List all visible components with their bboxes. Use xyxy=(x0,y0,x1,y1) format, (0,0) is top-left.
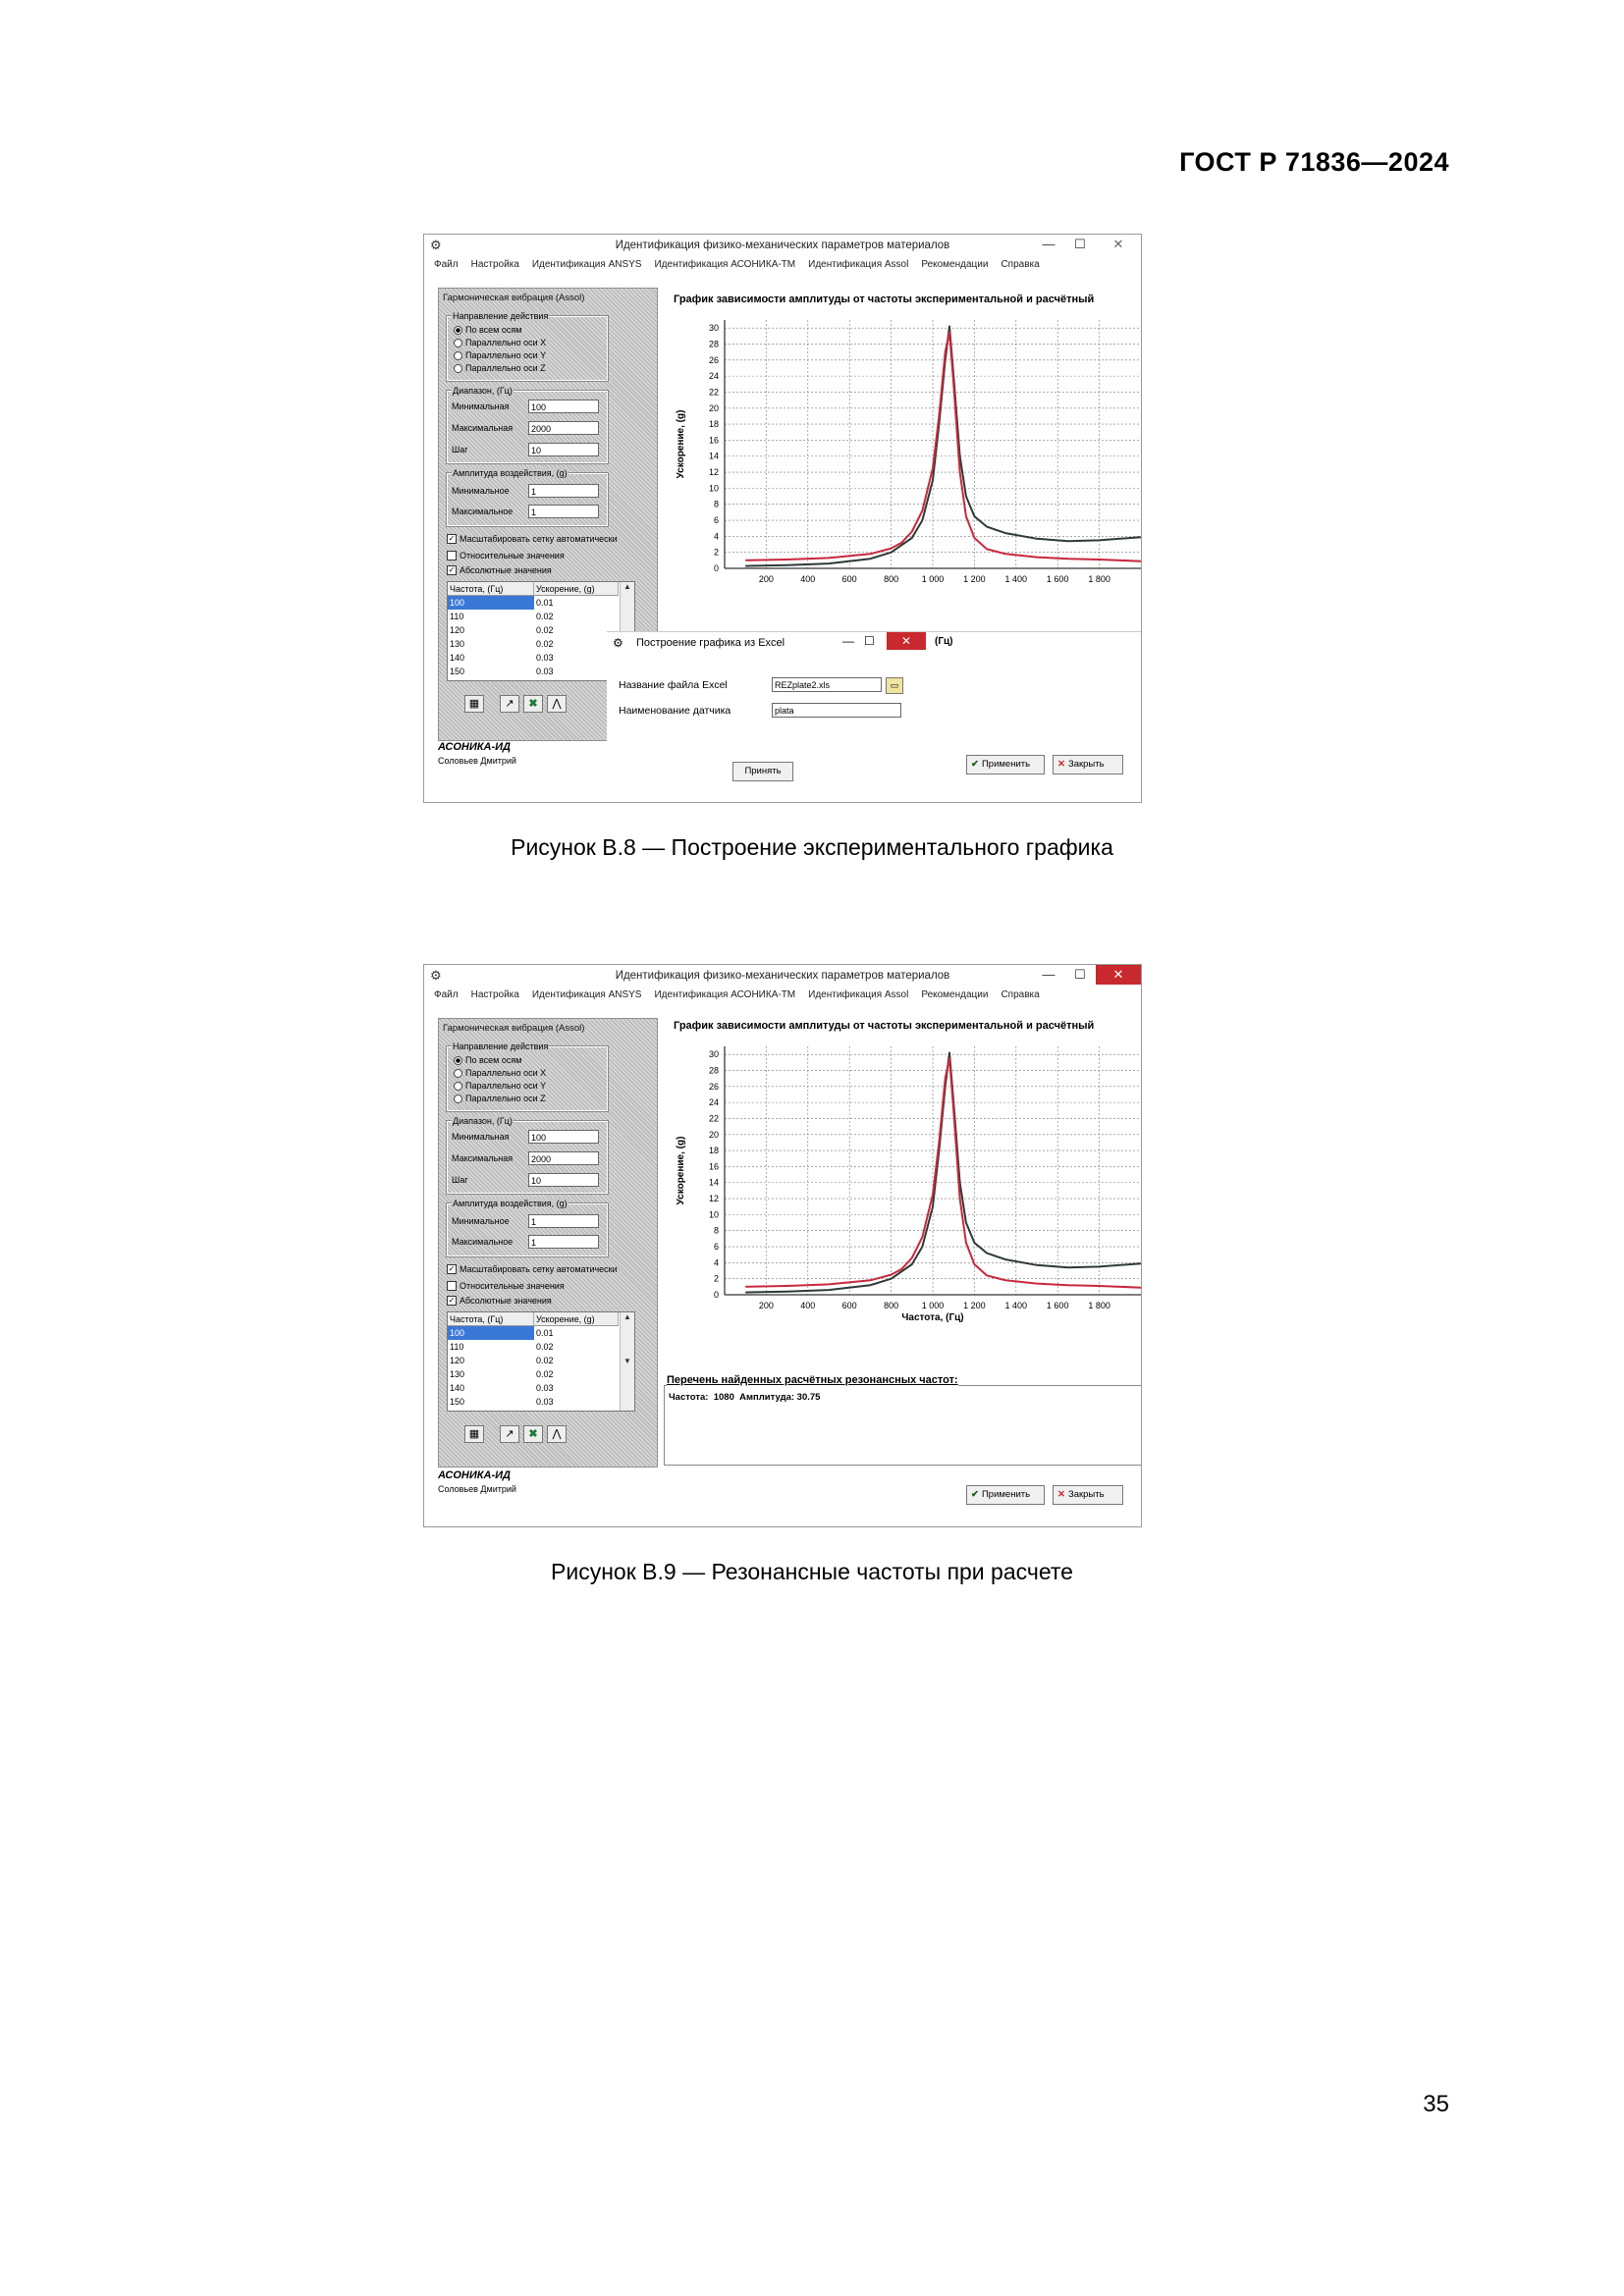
y-tick-label: 4 xyxy=(713,531,719,542)
series-line-1 xyxy=(745,327,1141,566)
calculator-icon[interactable]: ▦ xyxy=(464,695,484,713)
radio-axis-y[interactable]: Параллельно оси Y xyxy=(454,350,546,360)
table-row[interactable]: 140 0.03 xyxy=(450,1383,554,1393)
radio-icon xyxy=(454,1082,462,1091)
resonance-results-title: Перечень найденных расчётных резонансных частот: xyxy=(667,1374,958,1386)
menu-ident-assol[interactable]: Идентификация Assol xyxy=(808,259,909,270)
y-tick-label: 22 xyxy=(708,387,719,398)
y-tick-label: 8 xyxy=(713,499,719,509)
screenshot-figure-b8 xyxy=(423,234,1142,803)
resonance-results-panel xyxy=(664,1374,1142,1466)
range-max-label: Максимальная xyxy=(452,423,514,433)
brand-logo: АСОНИКА-ИД xyxy=(438,1469,511,1481)
y-tick-label: 26 xyxy=(708,1081,719,1092)
app-icon: ⚙ xyxy=(430,968,442,983)
checkmark-icon: ✔ xyxy=(971,759,979,770)
menu-ident-assol[interactable]: Идентификация Assol xyxy=(808,989,909,1000)
range-group xyxy=(447,386,608,463)
dialog-app-icon: ⚙ xyxy=(613,636,623,650)
auto-grid-checkbox[interactable]: ✓ Масштабировать сетку автоматически xyxy=(448,534,618,544)
file-name-label: Название файла Excel xyxy=(619,679,728,691)
close-button[interactable]: ✕ Закрыть xyxy=(1053,755,1123,774)
table-row[interactable]: 110 0.02 xyxy=(450,1342,554,1352)
table-scrollbar[interactable]: ▲ ▼ xyxy=(620,1312,634,1411)
y-axis-label: Ускорение, (g) xyxy=(676,409,686,479)
chart-icon[interactable]: ↗ xyxy=(500,1425,519,1443)
series-line-2 xyxy=(745,332,1141,561)
checkmark-icon: ✔ xyxy=(971,1489,979,1500)
y-tick-label: 2 xyxy=(713,547,719,558)
range-step-input[interactable]: 10 xyxy=(528,1173,599,1187)
range-min-label: Минимальная xyxy=(452,1132,510,1142)
sensor-name-label: Наименование датчика xyxy=(619,705,731,717)
x-tick-label: 1 200 xyxy=(963,574,986,584)
screenshot-figure-b9 xyxy=(423,964,1142,1527)
y-tick-label: 26 xyxy=(708,354,719,365)
app-icon: ⚙ xyxy=(430,238,442,252)
absolute-values-checkbox[interactable]: ✓ Абсолютные значения xyxy=(448,1296,552,1306)
close-button[interactable]: ✕ Закрыть xyxy=(1053,1485,1123,1505)
window-title: Идентификация физико-механических параметров материалов xyxy=(615,970,950,982)
x-axis-unit-label: (Гц) xyxy=(935,636,953,647)
radio-all-axes[interactable]: По всем осям xyxy=(454,325,521,335)
radio-icon xyxy=(454,364,462,373)
menu-ident-asonika[interactable]: Идентификация АСОНИКА-ТМ xyxy=(654,989,796,1000)
y-tick-label: 18 xyxy=(708,1146,719,1156)
range-group xyxy=(447,1116,608,1194)
x-tick-label: 800 xyxy=(884,574,899,584)
checkbox-icon xyxy=(447,551,457,561)
relative-values-checkbox[interactable]: Относительные значения xyxy=(447,551,565,561)
table-row[interactable]: 130 0.02 xyxy=(450,1369,554,1379)
x-tick-label: 1 600 xyxy=(1046,1301,1069,1310)
menu-ident-asonika[interactable]: Идентификация АСОНИКА-ТМ xyxy=(654,259,796,270)
y-tick-label: 0 xyxy=(713,563,719,573)
brand-logo: АСОНИКА-ИД xyxy=(438,741,511,753)
x-tick-label: 1 400 xyxy=(1004,1301,1028,1310)
maximize-button[interactable]: ☐ xyxy=(1074,967,1086,982)
range-min-input[interactable]: 100 xyxy=(528,400,599,413)
y-tick-label: 22 xyxy=(708,1113,719,1124)
amplitude-max-label: Максимальное xyxy=(452,507,514,516)
x-tick-label: 400 xyxy=(800,1301,816,1310)
x-tick-label: 800 xyxy=(884,1301,899,1310)
absolute-values-checkbox[interactable]: ✓ Абсолютные значения xyxy=(448,565,552,575)
x-tick-label: 1 600 xyxy=(1046,574,1069,584)
y-tick-label: 10 xyxy=(708,1209,719,1220)
y-tick-label: 28 xyxy=(708,339,719,349)
y-tick-label: 4 xyxy=(713,1257,719,1268)
y-axis-label: Ускорение, (g) xyxy=(676,1136,686,1205)
menu-settings[interactable]: Настройка xyxy=(470,989,519,1000)
direction-group-label: Направление действия xyxy=(453,311,549,321)
close-x-icon: ✕ xyxy=(1057,1489,1065,1500)
menu-recommendations[interactable]: Рекомендации xyxy=(921,259,989,270)
menu-help[interactable]: Справка xyxy=(1001,989,1040,1000)
dialog-maximize-button[interactable]: ☐ xyxy=(864,634,875,648)
direction-group xyxy=(447,1041,608,1111)
page-number: 35 xyxy=(1423,2091,1449,2117)
col-header-acceleration[interactable]: Ускорение, (g) xyxy=(534,1312,619,1326)
x-tick-label: 1 000 xyxy=(921,1301,945,1310)
x-tick-label: 1 800 xyxy=(1088,574,1110,584)
figure-caption-b9: Рисунок В.9 — Резонансные частоты при расчете xyxy=(551,1559,1073,1584)
x-tick-label: 600 xyxy=(841,1301,857,1310)
table-row[interactable]: 100 0.01 xyxy=(450,598,554,608)
doc-header-code: ГОСТ Р 71836—2024 xyxy=(1179,147,1449,177)
checkbox-checked-icon: ✓ xyxy=(448,1296,456,1305)
table-row[interactable]: 150 0.03 xyxy=(450,667,554,676)
amplitude-frequency-chart xyxy=(670,308,1141,603)
y-tick-label: 24 xyxy=(708,371,719,382)
table-row[interactable]: 140 0.03 xyxy=(450,653,554,663)
radio-axis-x[interactable]: Параллельно оси X xyxy=(454,1068,546,1078)
y-tick-label: 24 xyxy=(708,1097,719,1108)
table-row[interactable]: 150 0.03 xyxy=(450,1397,554,1407)
x-tick-label: 1 400 xyxy=(1004,574,1028,584)
amplitude-min-input[interactable]: 1 xyxy=(528,484,599,498)
menu-recommendations[interactable]: Рекомендации xyxy=(921,989,989,1000)
radio-icon xyxy=(454,1069,462,1078)
table-row[interactable]: 120 0.02 xyxy=(450,625,554,635)
radio-axis-x[interactable]: Параллельно оси X xyxy=(454,338,546,347)
table-row[interactable]: 120 0.02 xyxy=(450,1356,554,1365)
checkbox-checked-icon: ✓ xyxy=(448,534,456,543)
radio-all-axes[interactable]: По всем осям xyxy=(454,1055,521,1065)
peak-icon[interactable]: ⋀ xyxy=(547,695,567,713)
author-name: Соловьев Дмитрий xyxy=(438,756,516,766)
range-step-label: Шаг xyxy=(452,1175,468,1185)
panel-title: Гармоническая вибрация (Assol) xyxy=(443,1023,585,1034)
y-tick-label: 18 xyxy=(708,419,719,430)
y-tick-label: 8 xyxy=(713,1225,719,1236)
y-tick-label: 16 xyxy=(708,435,719,446)
range-max-input[interactable]: 2000 xyxy=(528,1151,599,1165)
window-title: Идентификация физико-механических параметров материалов xyxy=(615,240,950,251)
range-min-input[interactable]: 100 xyxy=(528,1130,599,1144)
y-tick-label: 10 xyxy=(708,483,719,494)
y-tick-label: 30 xyxy=(708,323,719,334)
range-min-label: Минимальная xyxy=(452,401,510,411)
y-tick-label: 20 xyxy=(708,402,719,413)
radio-axis-z[interactable]: Параллельно оси Z xyxy=(454,363,546,373)
radio-checked-icon xyxy=(454,1056,462,1065)
minimize-button[interactable]: — xyxy=(1042,237,1056,251)
radio-checked-icon xyxy=(454,326,462,335)
y-tick-label: 16 xyxy=(708,1161,719,1172)
amplitude-min-label: Минимальное xyxy=(452,1216,510,1226)
series-line-1 xyxy=(745,1053,1141,1293)
col-header-frequency[interactable]: Частота, (Гц) xyxy=(448,582,534,596)
radio-icon xyxy=(454,351,462,360)
amplitude-max-input[interactable]: 1 xyxy=(528,505,599,518)
table-row[interactable]: 130 0.02 xyxy=(450,639,554,649)
close-x-icon: ✕ xyxy=(1057,759,1065,770)
y-tick-label: 14 xyxy=(708,1177,719,1188)
chart-title: График зависимости амплитуды от частоты экспериментальной и расчётный xyxy=(674,1020,1095,1032)
y-tick-label: 12 xyxy=(708,1194,719,1204)
accept-button[interactable]: Принять xyxy=(732,762,793,781)
amplitude-min-label: Минимальное xyxy=(452,486,510,496)
x-tick-label: 400 xyxy=(800,574,816,584)
calculator-icon[interactable]: ▦ xyxy=(464,1425,484,1443)
amplitude-max-label: Максимальное xyxy=(452,1237,514,1247)
data-table[interactable] xyxy=(447,1311,635,1412)
parameters-panel xyxy=(438,1018,658,1468)
author-name: Соловьев Дмитрий xyxy=(438,1484,516,1494)
table-scrollbar[interactable]: ▲ xyxy=(620,582,634,680)
menu-ident-ansys[interactable]: Идентификация ANSYS xyxy=(531,989,642,1000)
checkbox-checked-icon: ✓ xyxy=(448,565,456,574)
y-tick-label: 6 xyxy=(713,1242,719,1253)
amplitude-group-label: Амплитуда воздействия, (g) xyxy=(453,468,568,478)
col-header-frequency[interactable]: Частота, (Гц) xyxy=(448,1312,534,1326)
checkbox-icon xyxy=(447,1281,457,1291)
folder-open-icon[interactable]: ▭ xyxy=(886,677,903,694)
amplitude-min-input[interactable]: 1 xyxy=(528,1214,599,1228)
x-tick-label: 1 200 xyxy=(963,1301,986,1310)
close-window-button[interactable]: ✕ xyxy=(1096,235,1141,254)
x-axis-label: Частота, (Гц) xyxy=(901,1312,964,1323)
amplitude-group-label: Амплитуда воздействия, (g) xyxy=(453,1199,568,1208)
auto-grid-checkbox[interactable]: ✓ Масштабировать сетку автоматически xyxy=(448,1264,618,1274)
excel-dialog xyxy=(607,631,1141,803)
range-step-label: Шаг xyxy=(452,445,468,454)
minimize-button[interactable]: — xyxy=(1042,967,1056,982)
chart-icon[interactable]: ↗ xyxy=(500,695,519,713)
y-tick-label: 12 xyxy=(708,467,719,478)
table-row[interactable]: 100 0.01 xyxy=(450,1328,554,1338)
table-toolbar xyxy=(464,1425,567,1443)
radio-axis-y[interactable]: Параллельно оси Y xyxy=(454,1081,546,1091)
y-tick-label: 0 xyxy=(713,1290,719,1300)
peak-icon[interactable]: ⋀ xyxy=(547,1425,567,1443)
maximize-button[interactable]: ☐ xyxy=(1074,237,1086,251)
table-row[interactable]: 110 0.02 xyxy=(450,612,554,621)
amplitude-group xyxy=(447,1199,608,1256)
dialog-body xyxy=(607,673,1127,803)
checkbox-checked-icon: ✓ xyxy=(448,1264,456,1273)
radio-icon xyxy=(454,339,462,347)
apply-button[interactable]: ✔ Применить xyxy=(966,755,1045,774)
y-tick-label: 28 xyxy=(708,1065,719,1076)
x-tick-label: 1 000 xyxy=(921,574,945,584)
menu-settings[interactable]: Настройка xyxy=(470,259,519,270)
excel-icon[interactable]: ✖ xyxy=(523,1425,543,1443)
x-tick-label: 600 xyxy=(841,574,857,584)
range-group-label: Диапазон, (Гц) xyxy=(453,1116,513,1126)
dialog-minimize-button[interactable]: — xyxy=(842,634,854,648)
range-group-label: Диапазон, (Гц) xyxy=(453,386,513,396)
direction-group xyxy=(447,311,608,381)
figure-caption-b8: Рисунок В.8 — Построение экспериментального графика xyxy=(511,834,1113,860)
y-tick-label: 2 xyxy=(713,1273,719,1284)
chart-title: График зависимости амплитуды от частоты экспериментальной и расчётный xyxy=(674,294,1095,305)
dialog-title: Построение графика из Excel xyxy=(636,637,785,649)
menu-ident-ansys[interactable]: Идентификация ANSYS xyxy=(531,259,642,270)
amplitude-max-input[interactable]: 1 xyxy=(528,1235,599,1249)
radio-axis-z[interactable]: Параллельно оси Z xyxy=(454,1094,546,1103)
direction-group-label: Направление действия xyxy=(453,1041,549,1051)
x-tick-label: 1 800 xyxy=(1088,1301,1110,1310)
radio-icon xyxy=(454,1095,462,1103)
col-header-acceleration[interactable]: Ускорение, (g) xyxy=(534,582,619,596)
amplitude-frequency-chart xyxy=(670,1035,1141,1329)
file-name-input[interactable]: REZplate2.xls xyxy=(772,677,882,692)
dialog-close-button[interactable]: ✕ xyxy=(887,632,926,650)
x-tick-label: 200 xyxy=(758,574,774,584)
range-max-label: Максимальная xyxy=(452,1153,514,1163)
close-window-button[interactable]: ✕ xyxy=(1096,965,1141,985)
resonance-result-line[interactable]: Частота: 1080 Амплитуда: 30.75 xyxy=(669,1392,821,1403)
relative-values-checkbox[interactable]: Относительные значения xyxy=(447,1281,565,1291)
menu-help[interactable]: Справка xyxy=(1001,259,1040,270)
range-max-input[interactable]: 2000 xyxy=(528,421,599,435)
apply-button[interactable]: ✔ Применить xyxy=(966,1485,1045,1505)
menu-bar xyxy=(424,987,1141,1004)
window-titlebar xyxy=(424,235,1141,256)
panel-title: Гармоническая вибрация (Assol) xyxy=(443,293,585,303)
sensor-name-input[interactable]: plata xyxy=(772,703,901,718)
y-tick-label: 20 xyxy=(708,1129,719,1140)
menu-file[interactable]: Файл xyxy=(434,259,459,270)
table-toolbar xyxy=(464,695,567,713)
window-titlebar xyxy=(424,965,1141,987)
menu-file[interactable]: Файл xyxy=(434,989,459,1000)
series-line-2 xyxy=(745,1058,1141,1288)
excel-icon[interactable]: ✖ xyxy=(523,695,543,713)
menu-bar xyxy=(424,256,1141,274)
y-tick-label: 30 xyxy=(708,1049,719,1060)
y-tick-label: 14 xyxy=(708,451,719,461)
y-tick-label: 6 xyxy=(713,515,719,526)
x-tick-label: 200 xyxy=(758,1301,774,1310)
amplitude-group xyxy=(447,468,608,526)
range-step-input[interactable]: 10 xyxy=(528,443,599,456)
